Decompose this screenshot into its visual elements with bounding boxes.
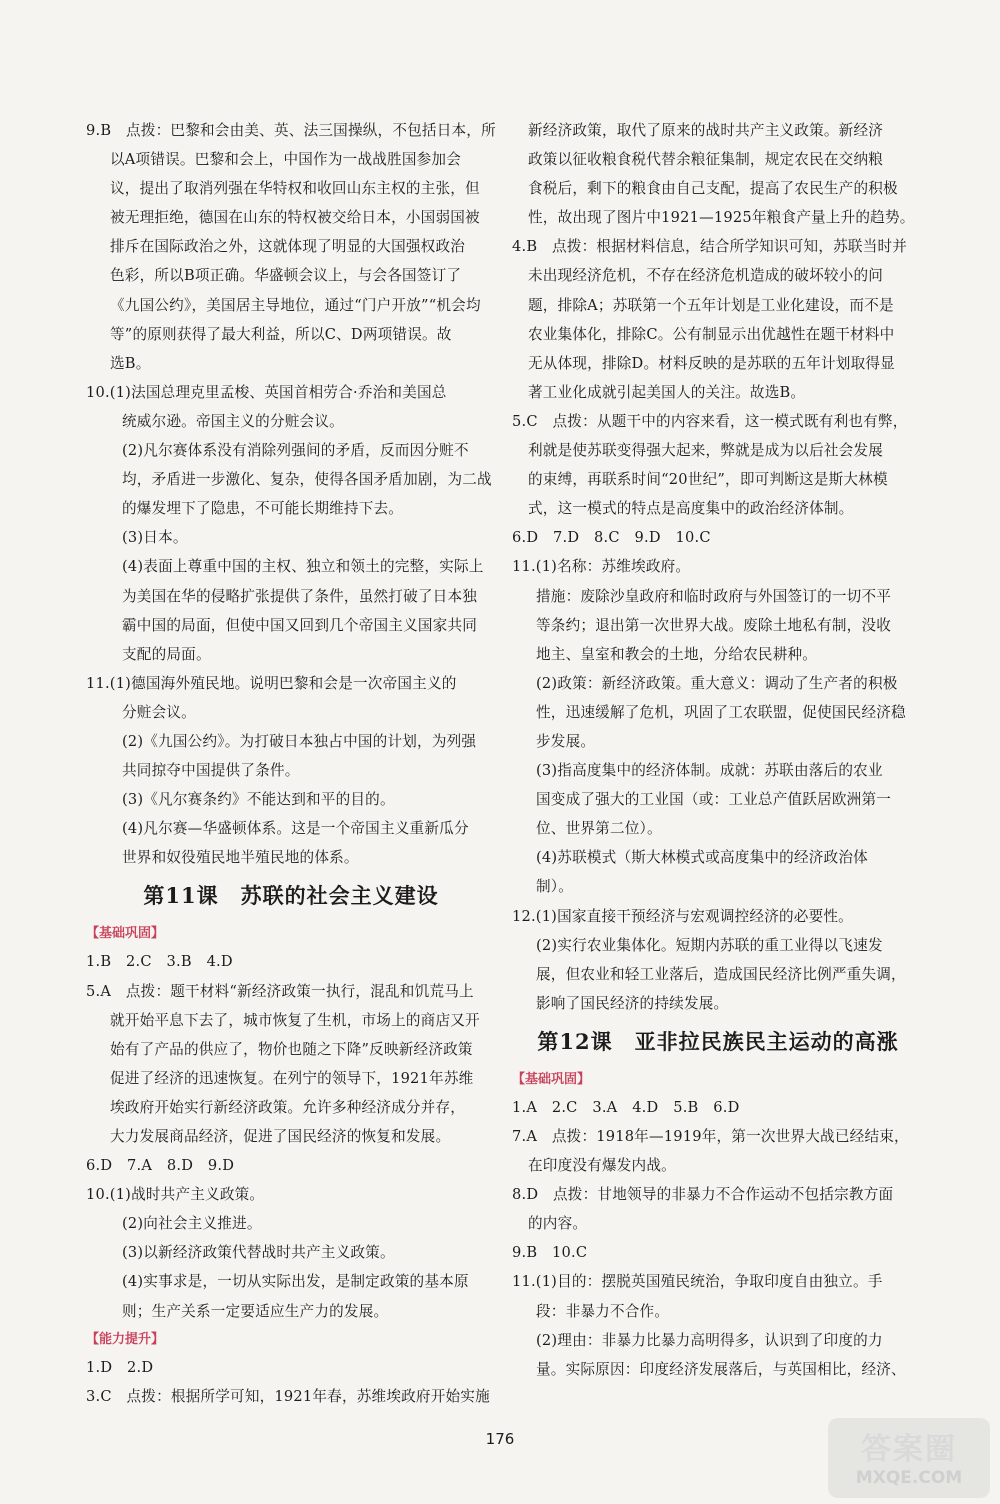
answer-continuation-line: (2)《九国公约》。为打破日本独占中国的计划，为列强: [122, 732, 477, 750]
answer-continuation-line: (2)实行农业集体化。短期内苏联的重工业得以飞速发: [536, 936, 883, 954]
answer-line: 11.(1)名称：苏维埃政府。: [512, 558, 691, 576]
answer-continuation-line: (4)苏联模式（斯大林模式或高度集中的经济政治体: [536, 849, 868, 867]
answer-continuation-line: 议，提出了取消列强在华特权和收回山东主权的主张，但: [110, 180, 480, 198]
answer-continuation-line: 排斥在国际政治之外，这就体现了明显的大国强权政治: [110, 238, 466, 256]
answer-line: 5.A 点拨：题干材料“新经济政策一执行，混乱和饥荒马上: [86, 982, 474, 1000]
answer-continuation-line: (4)实事求是，一切从实际出发，是制定政策的基本原: [122, 1273, 469, 1291]
answer-continuation-line: (2)政策：新经济政策。重大意义：调动了生产者的积极: [536, 674, 898, 692]
answer-continuation-line: 步发展。: [536, 732, 596, 750]
answer-line: 9.B 10.C: [512, 1244, 588, 1262]
watermark-logo: [828, 1418, 990, 1498]
answer-continuation-line: 农业集体化，排除C。公有制显示出优越性在题干材料中: [528, 325, 895, 343]
answer-continuation-line: 大力发展商品经济，促进了国民经济的恢复和发展。: [110, 1128, 451, 1145]
answer-continuation-line: 埃政府开始实行新经济政策。允许多种经济成分并存，: [110, 1098, 466, 1116]
answer-continuation-line: 选B。: [110, 354, 151, 372]
answer-continuation-line: 地主、皇室和教会的土地，分给农民耕种。: [536, 645, 818, 663]
lesson-number: 第12课: [537, 1028, 613, 1054]
answer-continuation-line: 以A项错误。巴黎和会上，中国作为一战战胜国参加会: [110, 151, 461, 169]
answer-line: 10.(1)战时共产主义政策。: [86, 1186, 265, 1204]
answer-continuation-line: 就开始平息下去了，城市恢复了生机，市场上的商店又开: [110, 1011, 480, 1029]
answer-line: 11.(1)德国海外殖民地。说明巴黎和会是一次帝国主义的: [86, 674, 457, 692]
right-column: [512, 116, 924, 1384]
lesson-title: [512, 1018, 924, 1066]
answer-continuation-line: (4)凡尔赛—华盛顿体系。这是一个帝国主义重新瓜分: [122, 820, 469, 838]
answer-continuation-line: (3)《凡尔赛条约》不能达到和平的目的。: [122, 791, 395, 809]
answer-continuation-line: 的内容。: [528, 1215, 588, 1233]
answer-line: 5.C 点拨：从题干中的内容来看，这一模式既有利也有弊，: [512, 412, 908, 430]
answer-continuation-line: 则；生产关系一定要适应生产力的发展。: [122, 1302, 389, 1320]
left-column: [86, 116, 496, 1411]
answer-continuation-line: 措施：废除沙皇政府和临时政府与外国签订的一切不平: [536, 587, 892, 605]
section-heading: 【基础巩固】: [512, 1071, 591, 1087]
answer-continuation-line: 位、世界第二位）。: [536, 820, 662, 838]
answer-continuation-line: 支配的局面。: [122, 645, 211, 663]
answer-continuation-line: 量。实际原因：印度经济发展落后，与英国相比，经济、: [536, 1360, 906, 1378]
answer-continuation-line: 著工业化成就引起美国人的关注。故选B。: [528, 383, 806, 401]
lesson-number: 第11课: [143, 883, 219, 909]
answer-line: 6.D 7.A 8.D 9.D: [86, 1157, 235, 1175]
section-heading: 【基础巩固】: [86, 926, 165, 942]
section-heading: 【能力提升】: [86, 1331, 165, 1347]
answer-continuation-line: 《九国公约》，美国居主导地位，通过“门户开放”“机会均: [110, 296, 481, 314]
answer-continuation-line: 未出现经济危机，不存在经济危机造成的破坏较小的问: [528, 267, 884, 285]
answer-continuation-line: 无从体现，排除D。材料反映的是苏联的五年计划取得显: [528, 354, 895, 372]
answer-line: 1.B 2.C 3.B 4.D: [86, 953, 233, 971]
answer-continuation-line: 共同掠夺中国提供了条件。: [122, 762, 300, 780]
answer-continuation-line: 世界和奴役殖民地半殖民地的体系。: [122, 849, 359, 867]
answer-continuation-line: 始有了产品的供应了，物价也随之下降”反映新经济政策: [110, 1040, 473, 1058]
answer-continuation-line: (2)凡尔赛体系没有消除列强间的矛盾，反而因分赃不: [122, 442, 469, 460]
answer-continuation-line: (4)表面上尊重中国的主权、独立和领土的完整，实际上: [122, 558, 484, 576]
answer-line: 1.A 2.C 3.A 4.D 5.B 6.D: [512, 1098, 740, 1116]
answer-continuation-line: 等”的原则获得了最大利益，所以C、D两项错误。故: [110, 325, 452, 343]
answer-continuation-line: 国变成了强大的工业国（或：工业总产值跃居欧洲第一: [536, 791, 892, 809]
watermark-url: MXQE.COM: [855, 1468, 963, 1488]
answer-continuation-line: 式，这一模式的特点是高度集中的政治经济体制。: [528, 500, 854, 518]
answer-line: 9.B 点拨：巴黎和会由美、英、法三国操纵，不包括日本，所: [86, 122, 496, 139]
answer-continuation-line: 政策以征收粮食税代替余粮征集制，规定农民在交纳粮: [528, 151, 884, 169]
answer-continuation-line: 统威尔逊。帝国主义的分赃会议。: [122, 412, 344, 430]
answer-continuation-line: 等条约；退出第一次世界大战。废除土地私有制，没收: [536, 616, 892, 634]
answer-continuation-line: (2)向社会主义推进。: [122, 1215, 262, 1233]
answer-continuation-line: 霸中国的局面，但使中国又回到几个帝国主义国家共同: [122, 616, 478, 634]
lesson-title: [86, 872, 496, 920]
answer-continuation-line: 均，矛盾进一步激化、复杂，使得各国矛盾加剧，为二战: [122, 471, 492, 489]
answer-line: 12.(1)国家直接干预经济与宏观调控经济的必要性。: [512, 907, 853, 925]
answer-continuation-line: 性，迅速缓解了危机，巩固了工农联盟，促使国民经济稳: [536, 703, 906, 721]
answer-line: 10.(1)法国总理克里孟梭、英国首相劳合·乔治和美国总: [86, 383, 447, 401]
answer-continuation-line: 在印度没有爆发内战。: [528, 1157, 676, 1175]
answer-continuation-line: 制）。: [536, 878, 574, 896]
answer-continuation-line: 色彩，所以B项正确。华盛顿会议上，与会各国签订了: [110, 267, 462, 285]
answer-continuation-line: 题，排除A；苏联第一个五年计划是工业化建设，而不是: [528, 296, 894, 314]
answer-continuation-line: 分赃会议。: [122, 703, 196, 721]
answer-continuation-line: 食税后，剩下的粮食由自己支配，提高了农民生产的积极: [528, 180, 898, 198]
answer-line: 6.D 7.D 8.C 9.D 10.C: [512, 529, 711, 547]
answer-line: 8.D 点拨：甘地领导的非暴力不合作运动不包括宗教方面: [512, 1186, 894, 1204]
answer-line: 4.B 点拨：根据材料信息，结合所学知识可知，苏联当时并: [512, 238, 908, 256]
answer-continuation-line: 段：非暴力不合作。: [536, 1302, 670, 1320]
answer-continuation-line: (2)理由：非暴力比暴力高明得多，认识到了印度的力: [536, 1331, 883, 1349]
answer-line: 1.D 2.D: [86, 1358, 154, 1376]
answer-continuation-line: (3)以新经济政策代替战时共产主义政策。: [122, 1244, 395, 1262]
lesson-name: 亚非拉民族民主运动的高涨: [634, 1028, 899, 1054]
answer-continuation-line: 性，故出现了图片中1921—1925年粮食产量上升的趋势。: [528, 209, 915, 227]
watermark-text: 答案圈: [861, 1432, 957, 1467]
answer-continuation-line: (3)日本。: [122, 529, 188, 547]
answer-continuation-line: 的爆发埋下了隐患，不可能长期维持下去。: [122, 500, 404, 518]
answer-continuation-line: 影响了国民经济的持续发展。: [536, 994, 729, 1012]
answer-continuation-line: 新经济政策，取代了原来的战时共产主义政策。新经济: [528, 122, 884, 139]
answer-continuation-line: 展，但农业和轻工业落后，造成国民经济比例严重失调，: [536, 965, 906, 983]
page-number: 176: [485, 1430, 515, 1448]
lesson-name: 苏联的社会主义建设: [240, 883, 439, 909]
answer-line: 7.A 点拨：1918年—1919年，第一次世界大战已经结束，: [512, 1128, 909, 1145]
answer-continuation-line: 为美国在华的侵略扩张提供了条件，虽然打破了日本独: [122, 587, 478, 605]
answer-continuation-line: 被无理拒绝，德国在山东的特权被交给日本，小国弱国被: [110, 209, 480, 227]
answer-continuation-line: 的束缚，再联系时间“20世纪”，即可判断这是斯大林模: [528, 471, 888, 489]
answer-continuation-line: 利就是使苏联变得强大起来，弊就是成为以后社会发展: [528, 442, 884, 460]
answer-continuation-line: 促进了经济的迅速恢复。在列宁的领导下，1921年苏维: [110, 1069, 474, 1087]
answer-line: 11.(1)目的：摆脱英国殖民统治，争取印度自由独立。手: [512, 1273, 883, 1291]
answer-line: 3.C 点拨：根据所学可知，1921年春，苏维埃政府开始实施: [86, 1387, 490, 1405]
answer-continuation-line: (3)指高度集中的经济体制。成就：苏联由落后的农业: [536, 762, 883, 780]
